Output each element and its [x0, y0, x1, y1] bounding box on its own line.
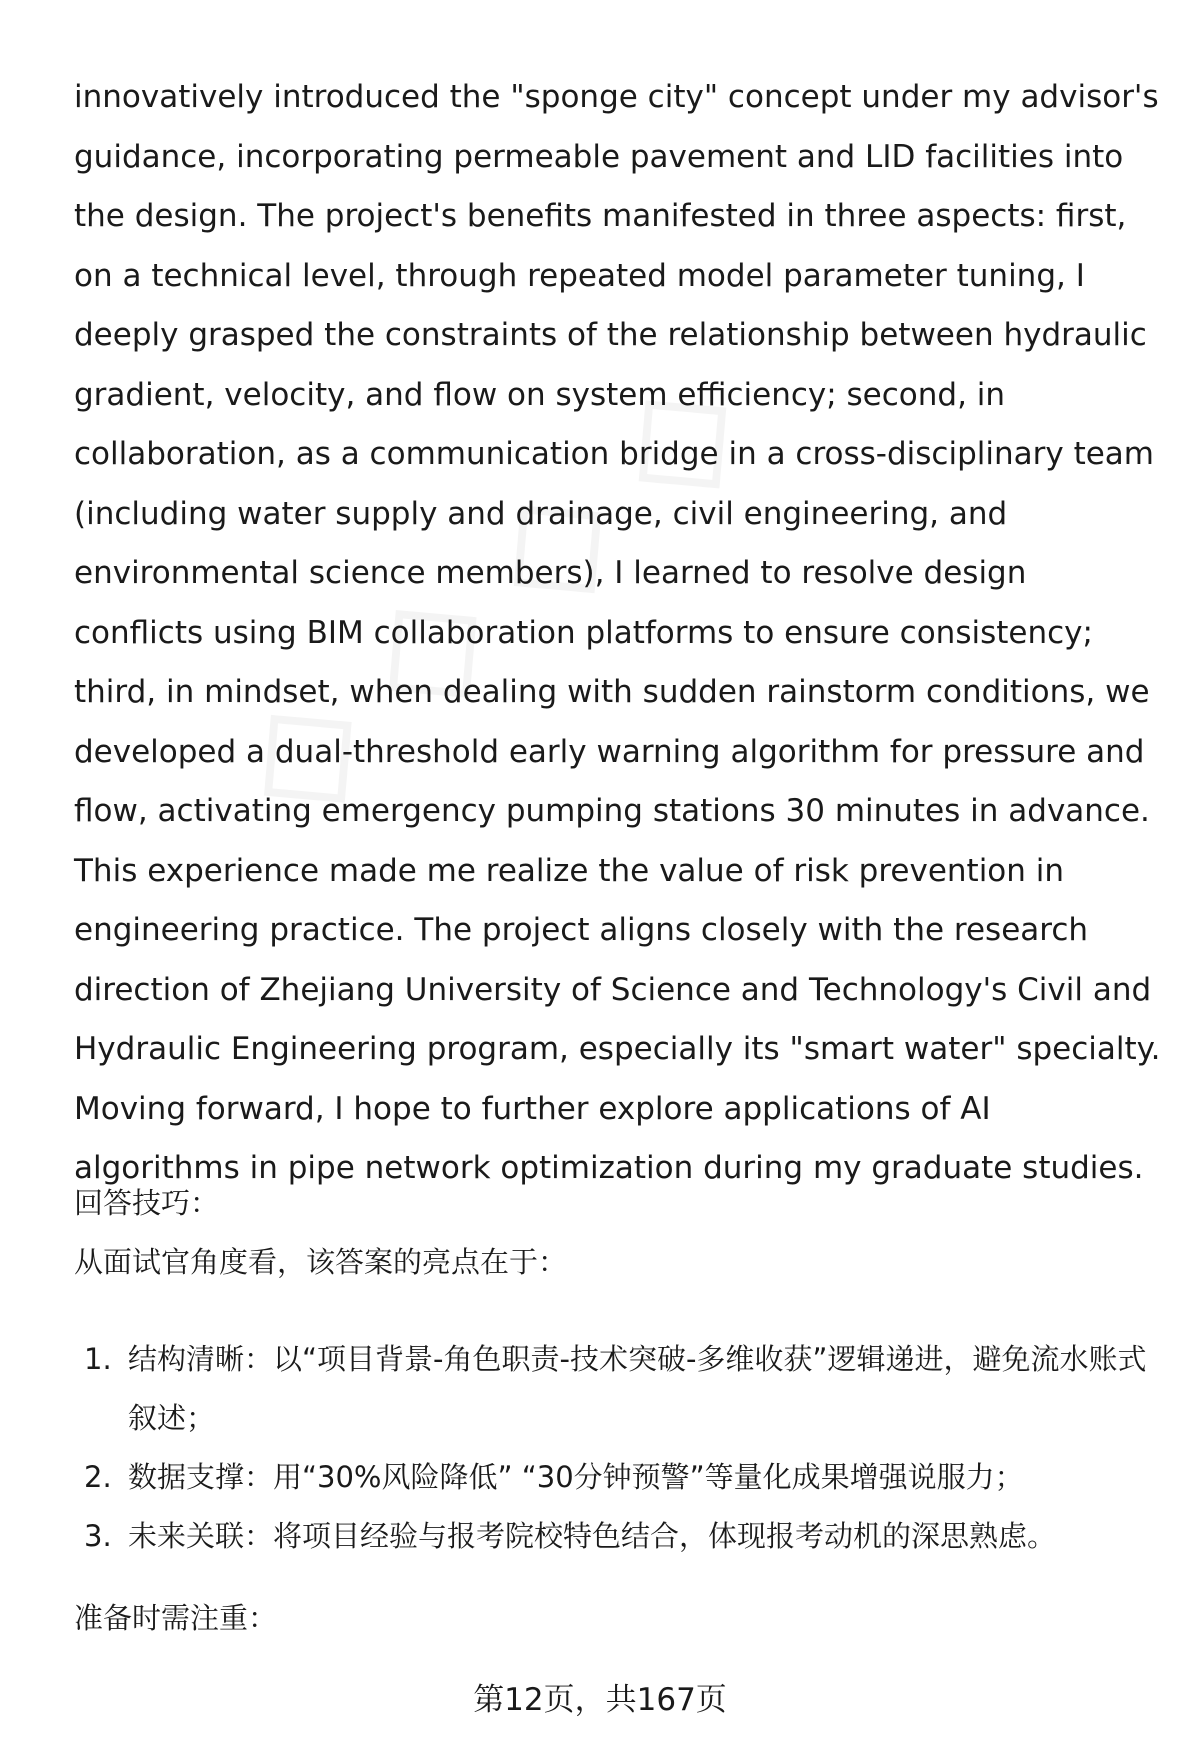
tips-title: 回答技巧： — [74, 1186, 220, 1220]
page-number-footer: 第12页，共167页 — [473, 1682, 727, 1718]
list-item-text: 数据支撑：用“30%风险降低” “30分钟预警”等量化成果增强说服力； — [128, 1460, 1024, 1494]
list-item-text: 结构清晰：以“项目背景-角色职责-技术突破-多维收获”逻辑递进，避免流水账式叙述； — [128, 1342, 1147, 1435]
tips-list-item — [74, 1448, 1170, 1507]
tips-list-item — [74, 1330, 1170, 1448]
answer-paragraph: innovatively introduced the "sponge city" concept under my advisor's guidance, incorporating permeable pavement and LID facilities into the design. The project's benefits manifested in three aspects: first, on a technical level, through repeated model parameter tuning, I deeply grasped the constraints of the relationship between hydraulic gradient, velocity, and flow on system efficiency; second, in collaboration, as a communication bridge in a cross-disciplinary team (including water supply and drainage, civil engineering, and environmental science members), I learned to resolve design conflicts using BIM collaboration platforms to ensure consistency; third, in mindset, when dealing with sudden rainstorm conditions, we developed a dual-threshold early warning algorithm for pressure and flow, activating emergency pumping stations 30 minutes in advance. This experience made me realize the value of risk prevention in engineering practice. The project aligns closely with the research direction of Zhejiang University of Science and Technology's Civil and Hydraulic Engineering program, especially its "smart water" specialty. Moving forward, I hope to further explore applications of AI algorithms in pipe network optimization during my graduate studies. — [74, 79, 1161, 1186]
prep-title: 准备时需注重： — [74, 1601, 278, 1635]
tips-list — [74, 1330, 1170, 1566]
list-number: 3. — [84, 1519, 112, 1553]
list-number: 1. — [84, 1342, 112, 1376]
tips-intro: 从面试官角度看，该答案的亮点在于： — [74, 1245, 568, 1279]
list-number: 2. — [84, 1460, 112, 1494]
list-item-text: 未来关联：将项目经验与报考院校特色结合，体现报考动机的深思熟虑。 — [128, 1519, 1057, 1553]
tips-list-item — [74, 1507, 1170, 1566]
